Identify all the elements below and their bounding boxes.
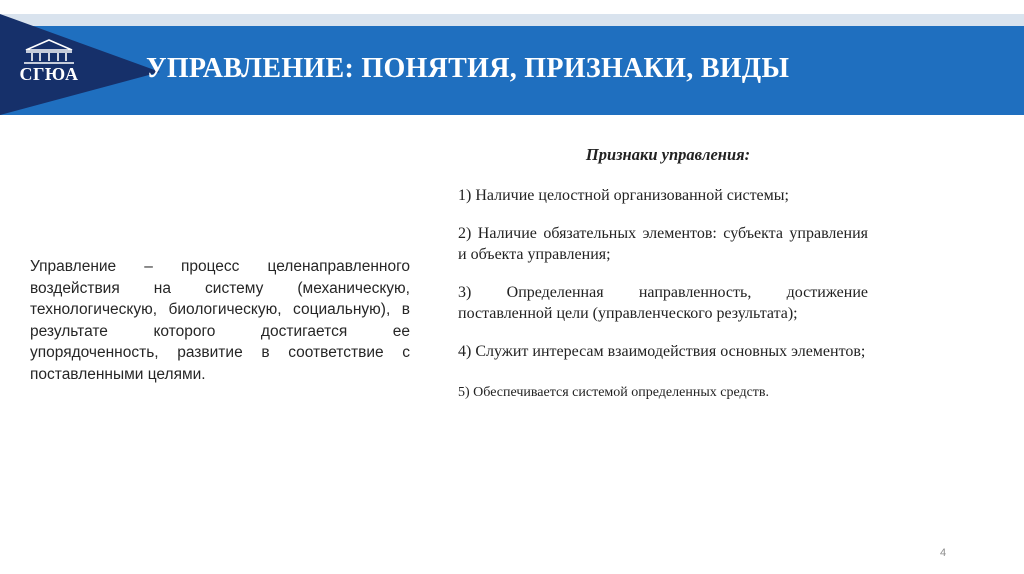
sign-item-1: 1) Наличие целостной организованной системы; xyxy=(458,187,789,204)
slide-title: УПРАВЛЕНИЕ: ПОНЯТИЯ, ПРИЗНАКИ, ВИДЫ xyxy=(146,53,790,84)
building-icon xyxy=(18,38,80,66)
sign-item-4: 4) Служит интересам взаимодействия основных элементов; xyxy=(458,342,866,360)
page-number: 4 xyxy=(940,547,947,559)
sign-item-2: 2) Наличие обязательных элементов: субъекта управления и объекта управления; xyxy=(458,224,868,263)
header-top-light-stripe xyxy=(0,14,1024,26)
definition-text: Управление – процесс целенаправленного воздействия на систему (механическую, технологическую, биологическую, социальную), в результате которого достигается ее упорядоченность, развитие в соответствие с поставленными целями. xyxy=(30,258,410,383)
signs-section xyxy=(458,145,868,420)
logo-text: СГЮА xyxy=(19,64,79,84)
signs-title: Признаки управления: xyxy=(585,145,751,164)
sign-item-5: 5) Обеспечивается системой определенных средств. xyxy=(458,385,770,400)
signs-list xyxy=(458,185,868,404)
sign-item-3: 3) Определенная направленность, достижение поставленной цели (управленческого результата); xyxy=(458,283,868,322)
sgua-logo xyxy=(18,38,80,94)
